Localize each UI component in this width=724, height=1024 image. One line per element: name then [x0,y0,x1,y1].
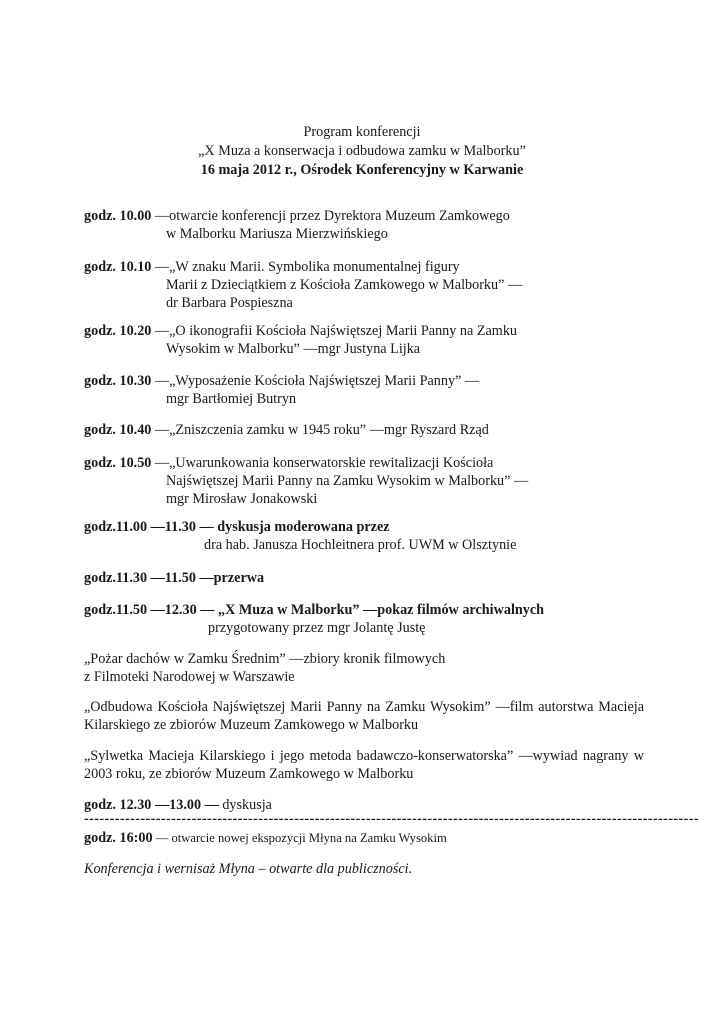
agenda-text: —otwarcie konferencji przez Dyrektora Muzeum Zamkowego [154,208,510,224]
agenda-text: dyskusja [218,797,272,813]
agenda-item-1000 [84,207,644,243]
film-entry-3 [84,747,644,783]
film-description: „Odbudowa Kościoła Najświętszej Marii Panny na Zamku Wysokim” —film autorstwa Macieja [84,699,644,715]
agenda-text: —„Zniszczenia zamku w 1945 roku” —mgr Ryszard Rząd [154,422,489,438]
agenda-time: godz. 16:00 [84,830,153,846]
agenda-text: w Malborku Mariusza Mierzwińskiego [166,226,388,242]
conference-title: „X Muza a konserwacja i odbudowa zamku w Malborku” [198,143,526,159]
agenda-item-1010 [84,258,644,312]
agenda-text: —„W znaku Marii. Symbolika monumentalnej figury [154,259,460,275]
agenda-text: Najświętszej Marii Panny na Zamku Wysokim w Malborku” — [166,473,529,489]
agenda-text: — otwarcie nowej ekspozycji Młyna na Zamku Wysokim [152,831,447,845]
agenda-item-exhibition [84,829,644,847]
program-header [0,123,724,180]
agenda-text: —„Uwarunkowania konserwatorskie rewitalizacji Kościoła [154,455,494,471]
break-heading: godz.11.30 —11.50 —przerwa [84,570,265,586]
agenda-item-1020 [84,322,644,358]
agenda-item-break [84,569,644,587]
film-description: „Pożar dachów w Zamku Średnim” —zbiory kronik filmowych [84,651,446,667]
film-entry-2 [84,698,644,734]
agenda-text: Wysokim w Malborku” —mgr Justyna Lijka [166,341,421,357]
agenda-text: mgr Bartłomiej Butryn [166,391,297,407]
film-entry-1 [84,650,644,686]
program-title: Program konferencji [303,124,421,140]
agenda-text: —„O ikonografii Kościoła Najświętszej Marii Panny na Zamku [154,323,518,339]
agenda-time: godz. 10.10 [84,259,152,275]
dashed-divider: ------------------------------------------------------------------------------------------------------------------------ [84,811,699,827]
agenda-text: —„Wyposażenie Kościoła Najświętszej Marii Panny” — [154,373,480,389]
discussion-heading: godz.11.00 —11.30 — dyskusja moderowana przez [84,519,390,535]
film-description: „Sylwetka Macieja Kilarskiego i jego metoda badawczo-konserwatorska” —wywiad nagrany w [84,748,644,764]
agenda-time: godz. 10.00 [84,208,152,224]
discussion-moderator: dra hab. Janusza Hochleitnera prof. UWM w Olsztynie [204,537,517,553]
footer-note: Konferencja i wernisaż Młyna – otwarte dla publiczności. [84,861,413,877]
agenda-item-films [84,601,644,637]
agenda-item-1050 [84,454,644,508]
film-description: Kilarskiego ze zbiorów Muzeum Zamkowego w Malborku [84,717,419,733]
film-description: z Filmoteki Narodowej w Warszawie [84,669,295,685]
films-prepared-by: przygotowany przez mgr Jolantę Justę [208,620,426,636]
film-description: 2003 roku, ze zbiorów Muzeum Zamkowego w Malborku [84,766,414,782]
footer-note-block [84,860,644,878]
conference-date-venue: 16 maja 2012 r., Ośrodek Konferencyjny w Karwanie [200,162,524,178]
agenda-time: godz. 10.50 [84,455,152,471]
agenda-text: mgr Mirosław Jonakowski [166,491,318,507]
agenda-time: godz. 10.40 [84,422,152,438]
agenda-time: godz. 10.20 [84,323,152,339]
agenda-text: Marii z Dzieciątkiem z Kościoła Zamkowego w Malborku” — [166,277,523,293]
agenda-text: dr Barbara Pospieszna [166,295,293,311]
agenda-item-discussion [84,518,644,554]
agenda-item-1030 [84,372,644,408]
agenda-item-1040 [84,421,644,439]
films-heading: godz.11.50 —12.30 — „X Muza w Malborku” —pokaz filmów archiwalnych [84,602,545,618]
agenda-time: godz. 12.30 —13.00 — [84,797,219,813]
agenda-time: godz. 10.30 [84,373,152,389]
